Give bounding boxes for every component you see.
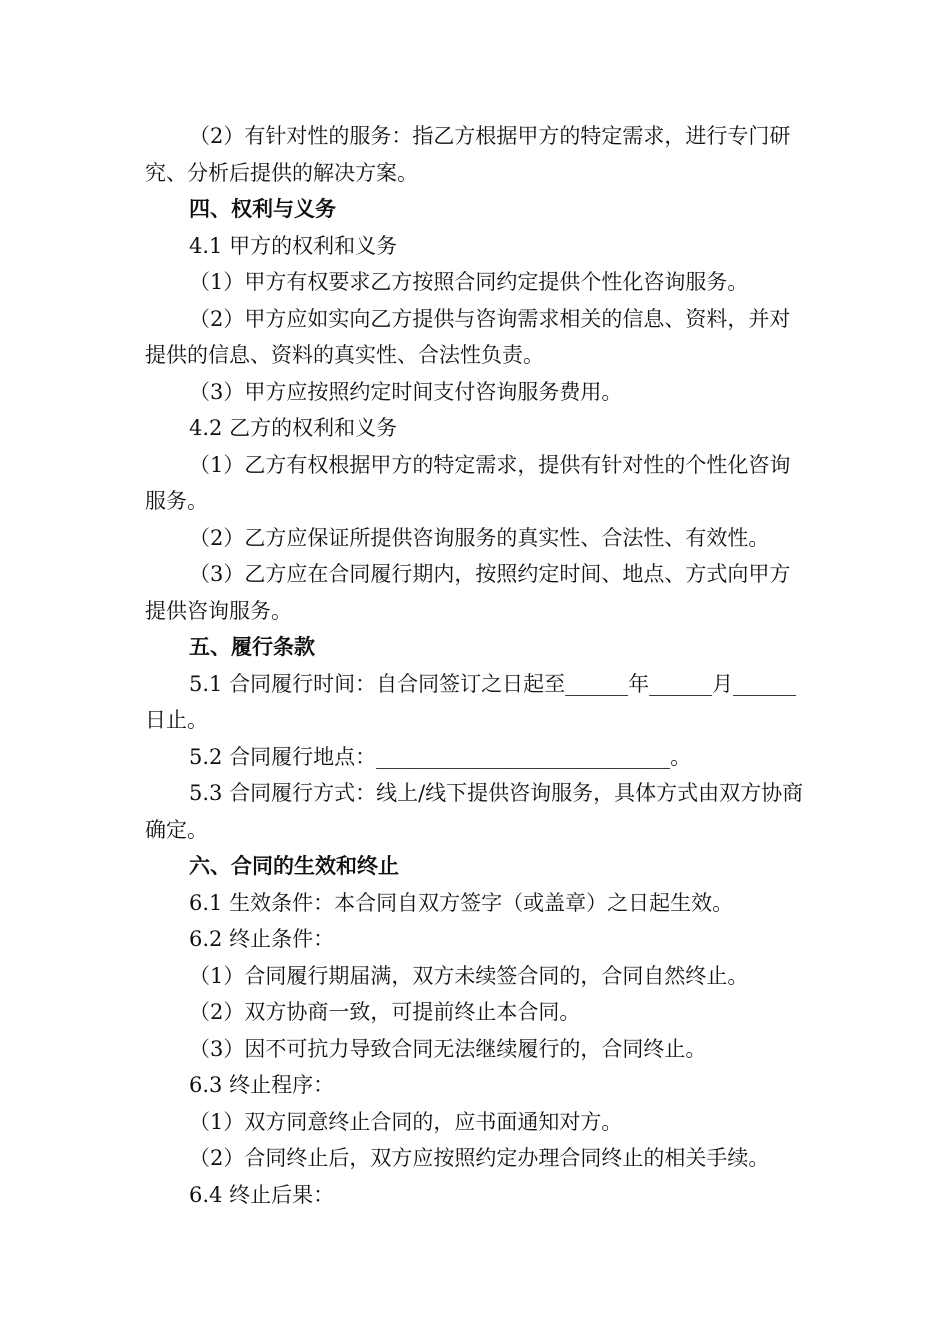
party-a-item-3: （3）甲方应按照约定时间支付咨询服务费用。: [189, 379, 623, 404]
party-b-item-1: （1）乙方有权根据甲方的特定需求，提供有针对性的个性化咨询服务。: [145, 452, 791, 513]
termination-procedure-2: （2）合同终止后，双方应按照约定办理合同终止的相关手续。: [189, 1146, 770, 1170]
termination-condition-3: （3）因不可抗力导致合同无法继续履行的，合同终止。: [189, 1036, 707, 1061]
clause-6-2-title: 6.2 终止条件：: [189, 927, 335, 951]
termination-condition-1: （1）合同履行期届满，双方未续签合同的，合同自然终止。: [189, 963, 749, 988]
termination-procedure-1: （1）双方同意终止合同的，应书面通知对方。: [189, 1109, 623, 1134]
party-b-item-2: （2）乙方应保证所提供咨询服务的真实性、合法性、有效性。: [189, 525, 770, 550]
clause-6-3-title: 6.3 终止程序：: [189, 1073, 335, 1097]
clause-6-4-title: 6.4 终止后果：: [189, 1182, 335, 1207]
clause-6-1-effect: 6.1 生效条件：本合同自双方签字（或盖章）之日起生效。: [189, 890, 734, 915]
party-a-item-2: （2）甲方应如实向乙方提供与咨询需求相关的信息、资料，并对提供的信息、资料的真实性、合法性负责。: [145, 306, 791, 367]
subsection-4-1-title: 4.1 甲方的权利和义务: [189, 233, 398, 258]
subsection-4-2-title: 4.2 乙方的权利和义务: [189, 416, 398, 440]
section-heading-rights-obligations: 四、权利与义务: [189, 196, 336, 221]
section-heading-performance: 五、履行条款: [189, 634, 315, 659]
definition-item-2: （2）有针对性的服务：指乙方根据甲方的特定需求，进行专门研究、分析后提供的解决方案。: [145, 124, 791, 185]
section-heading-effect-termination: 六、合同的生效和终止: [189, 853, 399, 878]
clause-5-3-method: 5.3 合同履行方式：线上/线下提供咨询服务，具体方式由双方协商确定。: [145, 781, 804, 842]
clause-5-2-place: 5.2 合同履行地点：____________________________。: [189, 744, 692, 769]
document-body: [145, 118, 810, 1213]
clause-5-1-time: 5.1 合同履行时间：自合同签订之日起至______年______月______日止。: [145, 671, 797, 732]
party-b-item-3: （3）乙方应在合同履行期内，按照约定时间、地点、方式向甲方提供咨询服务。: [145, 562, 791, 623]
termination-condition-2: （2）双方协商一致，可提前终止本合同。: [189, 1000, 581, 1024]
party-a-item-1: （1）甲方有权要求乙方按照合同约定提供个性化咨询服务。: [189, 270, 749, 294]
